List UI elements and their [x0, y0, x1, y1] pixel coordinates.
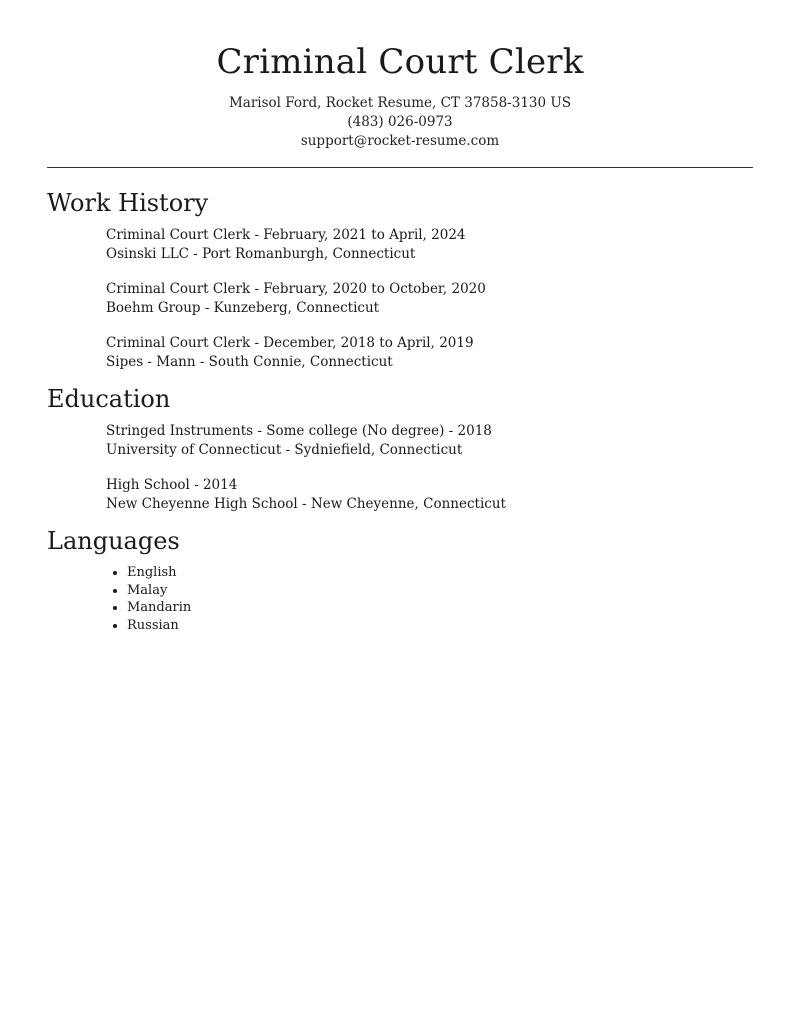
education-entries: [47, 422, 753, 514]
education-section: [47, 382, 753, 514]
languages-heading: Languages: [47, 527, 180, 555]
work-entry-employer: Osinski LLC - Port Romanburgh, Connecticut: [106, 246, 416, 262]
education-entry: [106, 476, 753, 514]
work-entry-employer: Sipes - Mann - South Connie, Connecticut: [106, 354, 393, 370]
languages-section: [47, 524, 753, 634]
work-entry: [106, 334, 753, 372]
work-entry: [106, 280, 753, 318]
education-entry-school: University of Connecticut - Sydniefield, Connecticut: [106, 442, 463, 458]
contact-block: [0, 94, 800, 151]
language-item: • Malay: [127, 582, 753, 600]
page-title: Criminal Court Clerk: [216, 42, 584, 82]
language-item: • Russian: [127, 617, 753, 635]
education-entry-school: New Cheyenne High School - New Cheyenne, Connecticut: [106, 496, 506, 512]
language-item: • Mandarin: [127, 599, 753, 617]
work-entry-employer: Boehm Group - Kunzeberg, Connecticut: [106, 300, 380, 316]
work-history-heading: Work History: [47, 189, 209, 217]
contact-address: Marisol Ford, Rocket Resume, CT 37858-3130 US: [228, 95, 572, 111]
work-entry: [106, 226, 753, 264]
education-heading: Education: [47, 385, 171, 413]
language-item: • English: [127, 564, 753, 582]
education-entry-degree: Stringed Instruments - Some college (No degree) - 2018: [106, 423, 492, 439]
work-entry-position: Criminal Court Clerk - December, 2018 to April, 2019: [106, 335, 474, 351]
work-entry-position: Criminal Court Clerk - February, 2020 to October, 2020: [106, 281, 486, 297]
education-entry: [106, 422, 753, 460]
work-history-section: [47, 186, 753, 372]
education-entry-degree: High School - 2014: [106, 477, 238, 493]
header-divider: [47, 167, 753, 168]
work-entry-position: Criminal Court Clerk - February, 2021 to April, 2024: [106, 227, 466, 243]
resume-header: [0, 0, 800, 151]
contact-email: support@rocket-resume.com: [300, 133, 500, 149]
contact-phone: (483) 026-0973: [347, 114, 453, 130]
work-history-entries: [47, 226, 753, 372]
languages-list: [47, 564, 753, 634]
resume-content: [47, 186, 753, 634]
